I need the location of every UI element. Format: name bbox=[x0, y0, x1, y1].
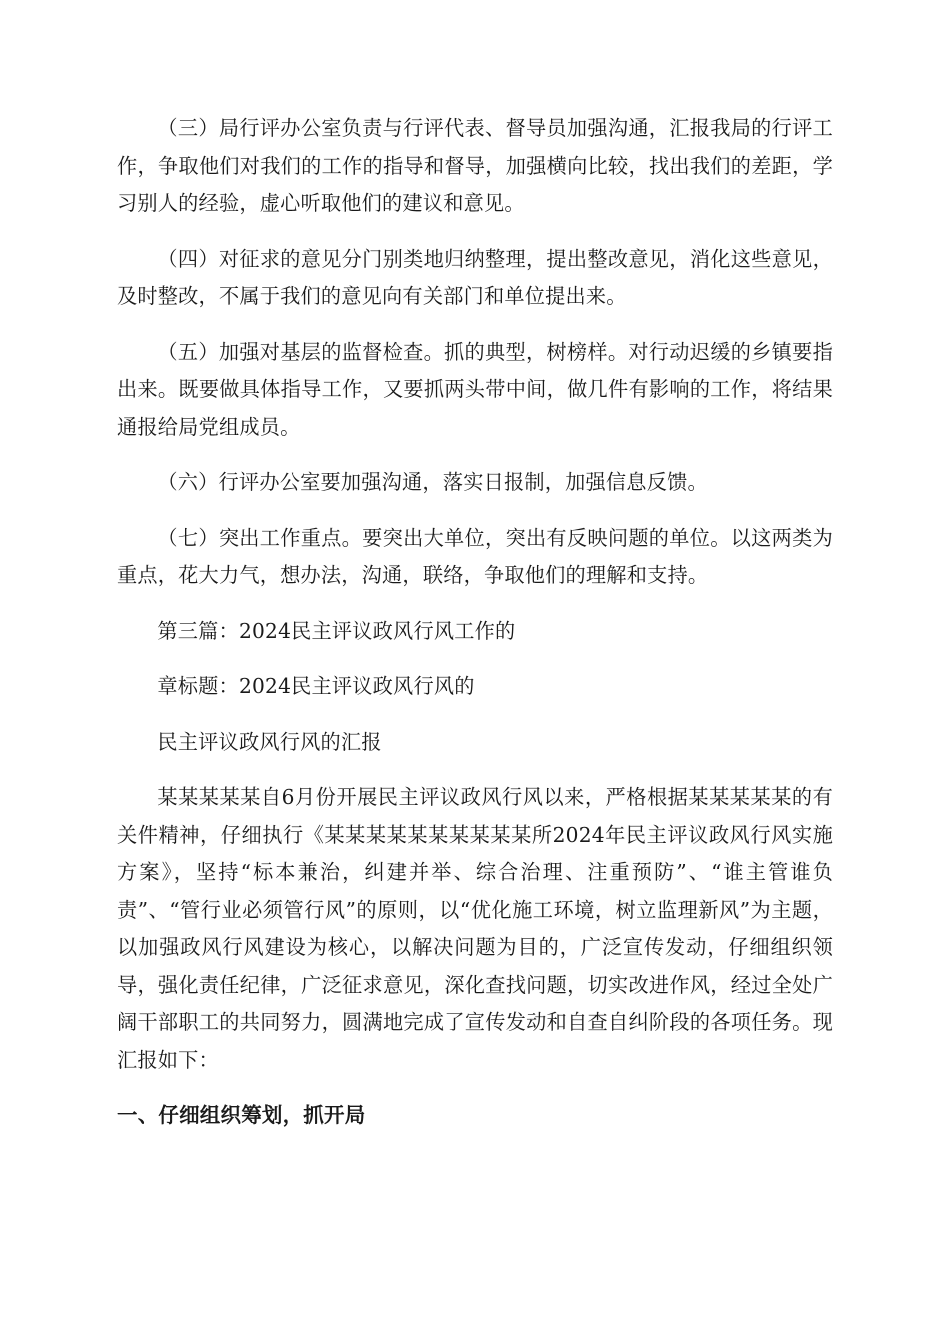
section-heading-one: 一、仔细组织筹划，抓开局 bbox=[117, 1103, 366, 1127]
part-title: 第三篇：2024民主评议政风行风工作的 bbox=[157, 618, 516, 643]
paragraph-item-3: （三）局行评办公室负责与行评代表、督导员加强沟通，汇报我局的行评工作，争取他们对我们的工作的指导和督导，加强横向比较，找出我们的差距，学习别人的经验，虚心听取他们的建议和意见。 bbox=[117, 116, 833, 215]
paragraph-item-7: （七）突出工作重点。要突出大单位，突出有反映问题的单位。以这两类为重点，花大力气，想办法，沟通，联络，争取他们的理解和支持。 bbox=[117, 525, 833, 587]
report-title: 民主评议政风行风的汇报 bbox=[157, 729, 382, 754]
paragraph-item-6: （六）行评办公室要加强沟通，落实日报制，加强信息反馈。 bbox=[157, 470, 708, 494]
chapter-title: 章标题：2024民主评议政风行风的 bbox=[157, 674, 475, 698]
report-intro-paragraph: 某某某某某自6月份开展民主评议政风行风以来，严格根据某某某某某的有关件精神，仔细执行《某某某某某某某某某某所2024年民主评议政风行风实施方案》，坚持“标本兼治，纠建并举、综合治理、注重预防”、“谁主管谁负责”、“管行业必须管行风”的原则，以“优化施工环境，树立监理新风”为主题，以加强政风行风建设为核心，以解决问题为目的，广泛宣传发动，仔细组织领导，强化责任纪律，广泛征求意见，深化查找问题，切实改进作风，经过全处广阔干部职工的共同努力，圆满地完成了宣传发动和自查自纠阶段的各项任务。现汇报如下： bbox=[117, 785, 833, 1072]
paragraph-item-5: （五）加强对基层的监督检查。抓的典型，树榜样。对行动迟缓的乡镇要指出来。既要做具体指导工作，又要抓两头带中间，做几件有影响的工作，将结果通报给局党组成员。 bbox=[117, 339, 833, 439]
document-body bbox=[117, 110, 833, 1135]
paragraph-item-4: （四）对征求的意见分门别类地归纳整理，提出整改意见，消化这些意见，及时整改，不属于我们的意见向有关部门和单位提出来。 bbox=[117, 246, 833, 308]
